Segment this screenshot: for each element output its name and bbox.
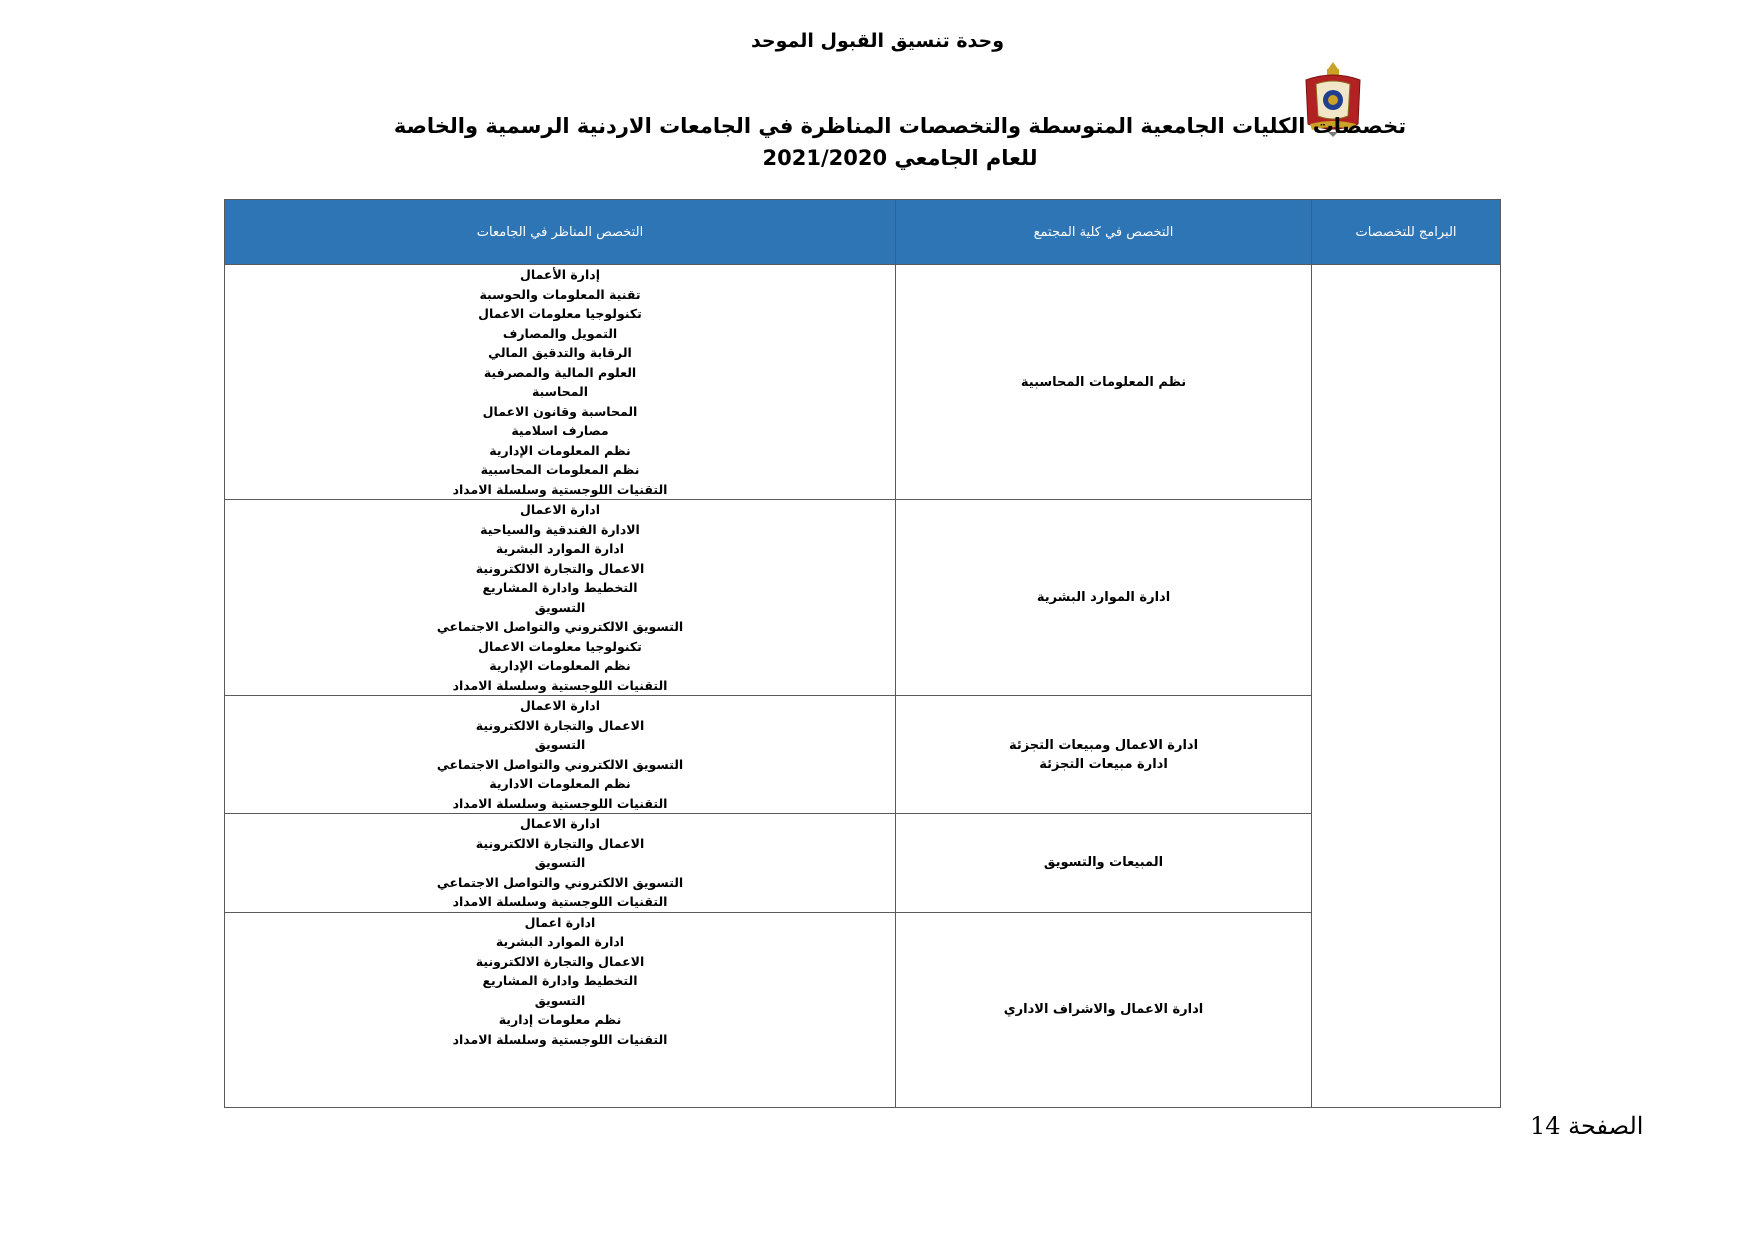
university-major-line: التسويق الالكتروني والتواصل الاجتماعي <box>436 619 684 634</box>
university-major-line: الادارة الفندقية والسياحية <box>480 521 640 537</box>
university-major-line: المحاسبة وقانون الاعمال <box>482 403 638 419</box>
university-major-line: ادارة الاعمال <box>520 816 600 831</box>
university-major-line: العلوم المالية والمصرفية <box>483 364 637 380</box>
university-major-line: التقنيات اللوجستية وسلسلة الامداد <box>452 894 668 909</box>
header-programs: البرامج للتخصصات <box>1312 200 1501 265</box>
university-major-line: ادارة اعمال <box>524 914 596 930</box>
college-major-line: ادارة مبيعات التجزئة <box>1039 756 1168 772</box>
university-major-line: التسويق <box>534 737 586 752</box>
university-major-line: التسويق <box>534 992 586 1008</box>
university-major-line: تقنية المعلومات والحوسبة <box>479 286 641 302</box>
university-major-line: الرقابة والتدقيق المالي <box>488 345 632 360</box>
university-major-line: التسويق الالكتروني والتواصل الاجتماعي <box>436 874 684 890</box>
university-major-line: مصارف اسلامية <box>511 423 609 438</box>
university-major-line: التسويق الالكتروني والتواصل الاجتماعي <box>436 756 684 772</box>
college-major-cell <box>896 814 1312 913</box>
university-major-line: التقنيات اللوجستية وسلسلة الامداد <box>452 677 668 693</box>
university-majors-cell <box>225 814 896 913</box>
title-line-1: تخصصات الكليات الجامعية المتوسطة والتخصصات المناظرة في الجامعات الاردنية الرسمية والخاصة <box>393 114 1407 138</box>
university-major-line: التسويق <box>534 599 586 615</box>
university-major-line: المحاسبة <box>531 384 589 399</box>
table-row <box>225 500 1501 696</box>
university-major-line: التقنيات اللوجستية وسلسلة الامداد <box>452 481 668 497</box>
college-major-line: ادارة الموارد البشرية <box>1036 590 1171 605</box>
university-major-line: نظم المعلومات الادارية <box>489 776 631 791</box>
college-major-line: ادارة الاعمال والاشراف الاداري <box>1003 1002 1204 1017</box>
university-majors-cell <box>225 265 896 500</box>
document-title <box>300 110 1500 174</box>
university-major-line: ادارة الاعمال <box>520 502 600 517</box>
unit-title: وحدة تنسيق القبول الموحد <box>750 30 1005 52</box>
college-major-cell <box>896 912 1312 1107</box>
college-major-cell <box>896 696 1312 814</box>
university-major-line: التخطيط وادارة المشاريع <box>482 973 638 988</box>
university-major-line: ادارة الموارد البشرية <box>495 541 625 556</box>
majors-table <box>224 199 1501 1108</box>
university-major-line: نظم المعلومات الإدارية <box>489 658 631 673</box>
college-major-cell <box>896 265 1312 500</box>
university-major-line: نظم المعلومات الإدارية <box>489 442 631 458</box>
university-major-line: التقنيات اللوجستية وسلسلة الامداد <box>452 1031 668 1047</box>
university-major-line: التخطيط وادارة المشاريع <box>482 580 638 595</box>
university-major-line: الاعمال والتجارة الالكترونية <box>475 953 645 969</box>
university-major-line: نظم معلومات إدارية <box>498 1012 622 1027</box>
university-major-line: التقنيات اللوجستية وسلسلة الامداد <box>452 795 668 811</box>
university-major-line: الاعمال والتجارة الالكترونية <box>475 835 645 851</box>
programs-cell <box>1312 265 1501 1108</box>
college-major-cell <box>896 500 1312 696</box>
university-majors-cell <box>225 500 896 696</box>
university-major-line: تكنولوجيا معلومات الاعمال <box>478 306 642 321</box>
college-major-line: ادارة الاعمال ومبيعات التجزئة <box>1008 737 1199 753</box>
title-line-2: للعام الجامعي 2021/2020 <box>762 146 1038 170</box>
university-major-line: ادارة الاعمال <box>520 698 600 713</box>
university-majors-cell <box>225 912 896 1107</box>
university-major-line: الاعمال والتجارة الالكترونية <box>475 717 645 733</box>
university-major-line: تكنولوجيا معلومات الاعمال <box>478 638 642 654</box>
table-row <box>225 814 1501 913</box>
table-header-row <box>225 200 1501 265</box>
table-row <box>225 696 1501 814</box>
table-row <box>225 912 1501 1107</box>
university-major-line: ادارة الموارد البشرية <box>495 934 625 949</box>
university-major-line: الاعمال والتجارة الالكترونية <box>475 560 645 576</box>
college-major-line: المبيعات والتسويق <box>1043 855 1164 871</box>
table-row <box>225 265 1501 500</box>
university-majors-cell <box>225 696 896 814</box>
university-major-line: إدارة الأعمال <box>520 267 600 282</box>
university-major-line: التمويل والمصارف <box>502 325 618 341</box>
header-university-equivalent: التخصص المناظر في الجامعات <box>225 200 896 265</box>
university-major-line: التسويق <box>534 855 586 870</box>
header-college-major: التخصص في كلية المجتمع <box>896 200 1312 265</box>
college-major-line: نظم المعلومات المحاسبية <box>1020 374 1187 390</box>
university-major-line: نظم المعلومات المحاسبية <box>480 462 640 477</box>
page-number: الصفحة 14 <box>1530 1112 1644 1140</box>
